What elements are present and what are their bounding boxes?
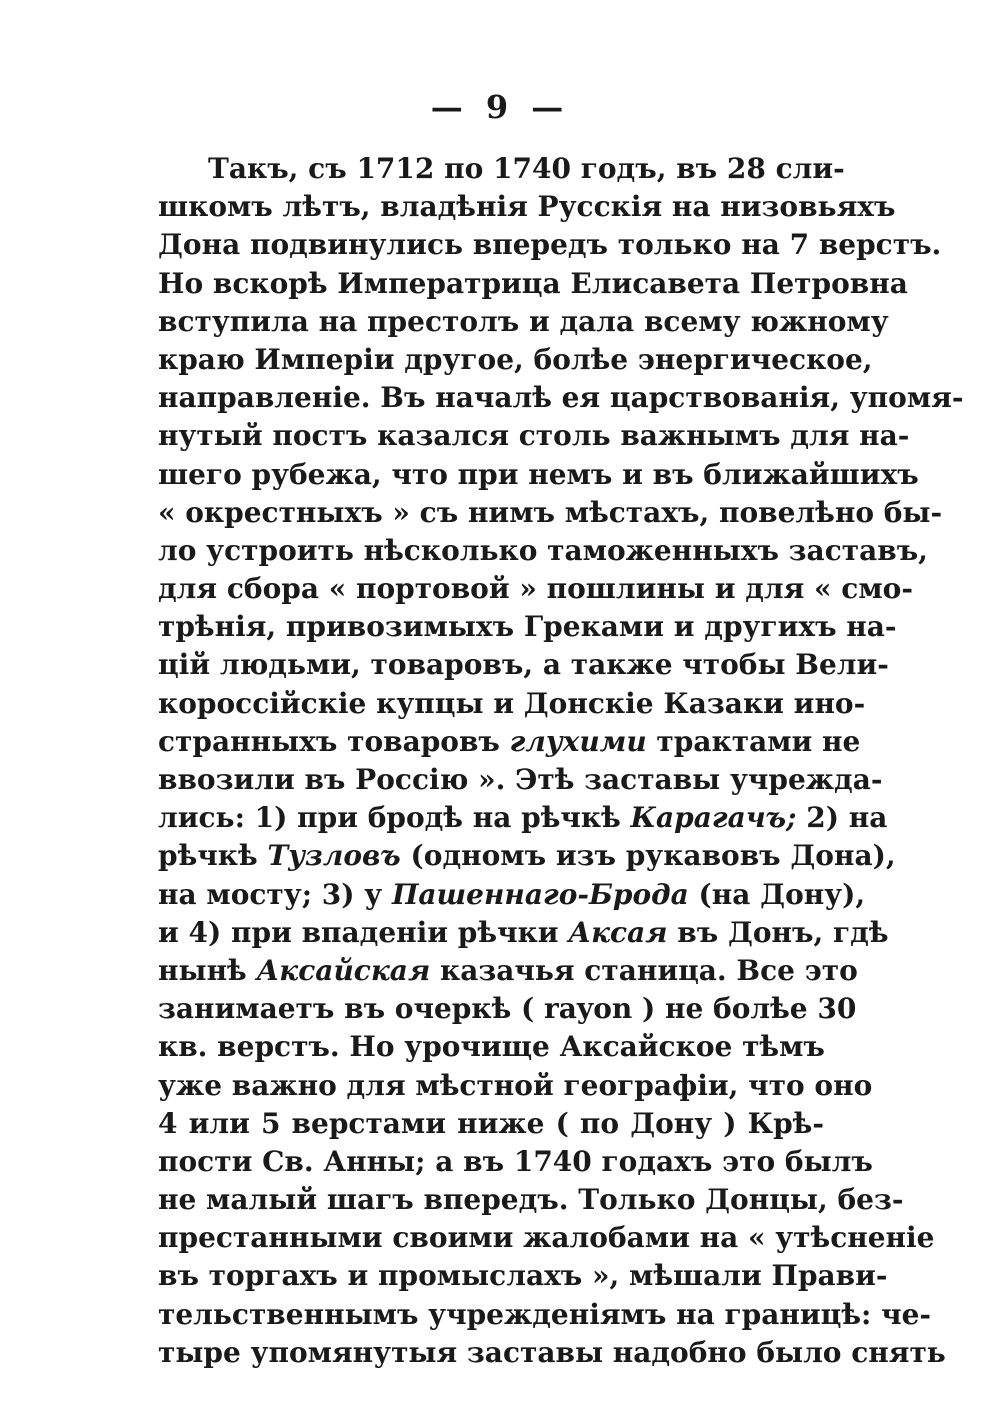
text-line-29: престанными своими жалобами на « утѣсненіе bbox=[158, 1221, 935, 1255]
text-line-16: странныхъ товаровъ глухими трактами не bbox=[158, 724, 861, 758]
text-line-32: тыре упомянутыя заставы надобно было снять bbox=[158, 1335, 946, 1369]
text-line-10: « окрестныхъ » съ нимъ мѣстахъ, повелѣно бы- bbox=[158, 495, 943, 529]
text-line-12: для сбора « портовой » пошлины и для « смо- bbox=[158, 572, 913, 606]
text-line-31: тельственнымъ учрежденіямъ на границѣ: че- bbox=[158, 1297, 932, 1331]
text-line-27: пости Св. Анны; а въ 1740 годахъ это былъ bbox=[158, 1144, 873, 1178]
text-line-15: короссійскіе купцы и Донскіе Казаки ино- bbox=[158, 686, 866, 720]
text-line-1: Такъ, съ 1712 по 1740 годъ, въ 28 сли- bbox=[208, 152, 845, 185]
text-line-13: трѣнія, привозимыхъ Греками и другихъ на- bbox=[158, 610, 897, 644]
text-line-9: шего рубежа, что при немъ и въ ближайшихъ bbox=[158, 457, 919, 491]
text-line-20: на мосту; 3) у Пашеннаго-Брода (на Дону), bbox=[158, 877, 866, 911]
page-number: — 9 — bbox=[430, 88, 570, 126]
text-line-6: краю Имперіи другое, болѣе энергическое, bbox=[158, 342, 873, 376]
text-line-4: Но вскорѣ Императрица Елисавета Петровна bbox=[158, 266, 908, 300]
text-line-3: Дона подвинулись впередъ только на 7 верстъ. bbox=[158, 228, 942, 262]
text-line-24: кв. верстъ. Но урочище Аксайское тѣмъ bbox=[158, 1030, 825, 1064]
text-line-26: 4 или 5 верстами ниже ( по Дону ) Крѣ- bbox=[158, 1106, 824, 1140]
text-line-18: лись: 1) при бродѣ на рѣчкѣ Карагачъ; 2) на bbox=[158, 801, 888, 835]
text-line-22: нынѣ Аксайская казачья станица. Все это bbox=[158, 953, 858, 987]
italic-term: Аксайская bbox=[256, 953, 431, 987]
text-line-2: шкомъ лѣтъ, владѣнія Русскія на низовьяхъ bbox=[158, 190, 896, 224]
text-line-28: не малый шагъ впередъ. Только Донцы, без- bbox=[158, 1183, 904, 1217]
text-line-21: и 4) при впаденіи рѣчки Аксая въ Донъ, гдѣ bbox=[158, 915, 889, 949]
text-line-14: цій людьми, товаровъ, а также чтобы Вели- bbox=[158, 648, 889, 682]
text-line-30: въ торгахъ и промыслахъ », мѣшали Прави- bbox=[158, 1259, 888, 1293]
italic-term: Аксая bbox=[568, 915, 668, 949]
text-line-25: уже важно для мѣстной географіи, что оно bbox=[158, 1068, 873, 1102]
text-line-19: рѣчкѣ Тузловъ (одномъ изъ рукавовъ Дона), bbox=[158, 839, 896, 873]
text-line-23: занимаетъ въ очеркѣ ( rayon ) не болѣе 30 bbox=[158, 992, 857, 1026]
body-text bbox=[158, 150, 964, 1372]
italic-term: Тузловъ bbox=[267, 839, 401, 873]
italic-term: Пашеннаго-Брода bbox=[391, 877, 689, 911]
text-line-11: ло устроить нѣсколько таможенныхъ заставъ, bbox=[158, 533, 928, 567]
italic-term: глухими bbox=[509, 724, 647, 758]
text-line-8: нутый постъ казался столь важнымъ для на- bbox=[158, 419, 910, 453]
text-line-7: направленіе. Въ началѣ ея царствованія, упомя- bbox=[158, 381, 964, 415]
italic-term: Карагачъ; bbox=[630, 801, 797, 835]
text-line-5: вступила на престолъ и дала всему южному bbox=[158, 304, 889, 338]
text-line-17: ввозили въ Россію ». Этѣ заставы учрежда- bbox=[158, 763, 883, 796]
